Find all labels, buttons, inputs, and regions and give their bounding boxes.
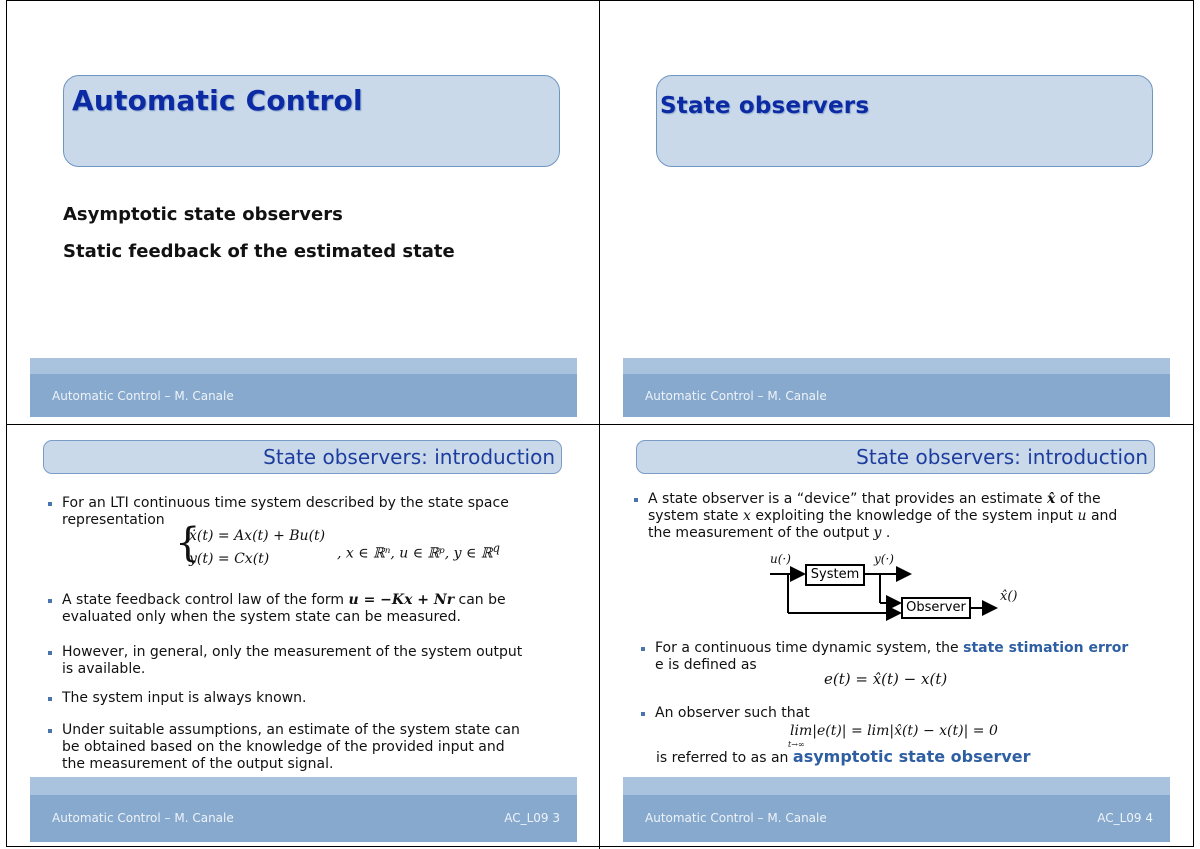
bullet-text-line [648, 508, 1158, 525]
bullet-1 [648, 491, 1158, 542]
observer-block: Observer [901, 597, 971, 619]
state-symbol: x [742, 508, 751, 524]
bullet-text: . [881, 525, 891, 541]
bullet-4 [62, 690, 562, 707]
slide-title: Automatic Control [72, 84, 363, 117]
highlight-term: asymptotic state observer [792, 747, 1031, 766]
state-estimate-symbol: x̂ [1046, 491, 1056, 507]
bullet-text-line: However, in general, only the measurement of the system output [62, 644, 523, 660]
bullet-3-conclusion [656, 748, 1166, 767]
bullet-icon [48, 729, 52, 733]
bullet-5 [62, 722, 562, 773]
bullet-icon [641, 647, 645, 651]
bullet-text-line [648, 491, 1158, 508]
footer-author: Automatic Control – M. Canale [645, 811, 827, 825]
bullet-2 [62, 592, 562, 626]
slide-header: State observers: introduction [856, 445, 1148, 469]
bullet-text: system state [648, 508, 743, 524]
bullet-text-line [655, 640, 1165, 657]
system-block: System [805, 564, 865, 586]
state-equation: ẋ(t) = Ax(t) + Bu(t) [189, 528, 326, 544]
slide-number: AC_L09 4 [1097, 811, 1153, 825]
highlight-term: state stimation error [963, 640, 1129, 656]
bullet-text-line: be obtained based on the knowledge of the provided input and [62, 739, 505, 755]
footer-band-light [30, 358, 577, 374]
bullet-text-line: Under suitable assumptions, an estimate of the system state can [62, 722, 520, 738]
slide-1 [7, 0, 600, 424]
header-box [43, 440, 562, 474]
slide-title: State observers [660, 93, 870, 119]
slide-header: State observers: introduction [263, 445, 555, 469]
bullet-icon [48, 502, 52, 506]
bullet-text-line: An observer such that [655, 705, 810, 721]
title-box [656, 75, 1153, 167]
bullet-text-line [62, 592, 562, 609]
bullet-icon [634, 498, 638, 502]
limit-subscript: t→∞ [788, 740, 805, 749]
title-box [63, 75, 560, 167]
bullet-text: and [1086, 508, 1118, 524]
bullet-text-line: representation [62, 512, 165, 528]
bullet-text: exploiting the knowledge of the system input [750, 508, 1078, 524]
output-label: y(·) [874, 552, 894, 566]
bullet-text: A state feedback control law of the form [62, 592, 349, 608]
control-law: u = −Kx + Nr [348, 592, 455, 608]
bullet-text: A state observer is a “device” that provides an estimate [648, 491, 1047, 507]
bullet-3 [655, 705, 1165, 722]
subtitle-1: Asymptotic state observers [63, 204, 343, 225]
bullet-2 [655, 640, 1165, 674]
slide-4 [600, 425, 1193, 849]
error-equation: e(t) = x̂(t) − x(t) [824, 670, 948, 688]
slide-number: AC_L09 3 [504, 811, 560, 825]
footer-author: Automatic Control – M. Canale [52, 389, 234, 403]
bullet-text: is referred to as an [656, 750, 793, 766]
output-symbol: y [873, 525, 882, 541]
footer-band-light [623, 358, 1170, 374]
input-label: u(·) [770, 552, 791, 566]
footer-author: Automatic Control – M. Canale [52, 811, 234, 825]
domain-text: , x ∈ ℝⁿ, u ∈ ℝᵖ, y ∈ ℝ [337, 545, 493, 562]
bullet-text: the measurement of the output [648, 525, 874, 541]
bullet-icon [48, 599, 52, 603]
bullet-3 [62, 644, 562, 678]
bullet-text: can be [454, 592, 506, 608]
bullet-text-line [648, 525, 1158, 542]
domain-sup: q [492, 541, 500, 555]
subtitle-2: Static feedback of the estimated state [63, 241, 455, 262]
slide-3 [7, 425, 600, 849]
footer-author: Automatic Control – M. Canale [645, 389, 827, 403]
bullet-text-line: e is defined as [655, 657, 757, 673]
output-equation: y(t) = Cx(t) [189, 551, 270, 567]
equation-brace: { [175, 520, 201, 566]
bullet-icon [48, 697, 52, 701]
bullet-icon [641, 712, 645, 716]
bullet-text-line: For an LTI continuous time system described by the state space [62, 495, 509, 511]
domain-equation [337, 541, 500, 562]
bullet-text-line: evaluated only when the system state can be measured. [62, 609, 461, 625]
bullet-icon [48, 651, 52, 655]
bullet-text-line: The system input is always known. [62, 690, 307, 706]
slide-2 [600, 0, 1193, 424]
bullet-text: For a continuous time dynamic system, the [655, 640, 964, 656]
limit-equation: lim|e(t)| = lim|x̂(t) − x(t)| = 0 [790, 723, 998, 739]
footer-band-light [623, 777, 1170, 795]
header-box [636, 440, 1155, 474]
bullet-text: of the [1055, 491, 1101, 507]
bullet-1 [62, 495, 562, 529]
footer-band-light [30, 777, 577, 795]
estimate-label: x̂() [1000, 589, 1018, 604]
bullet-text-line: is available. [62, 661, 146, 677]
bullet-text-line: the measurement of the output signal. [62, 756, 334, 772]
input-symbol: u [1077, 508, 1087, 524]
